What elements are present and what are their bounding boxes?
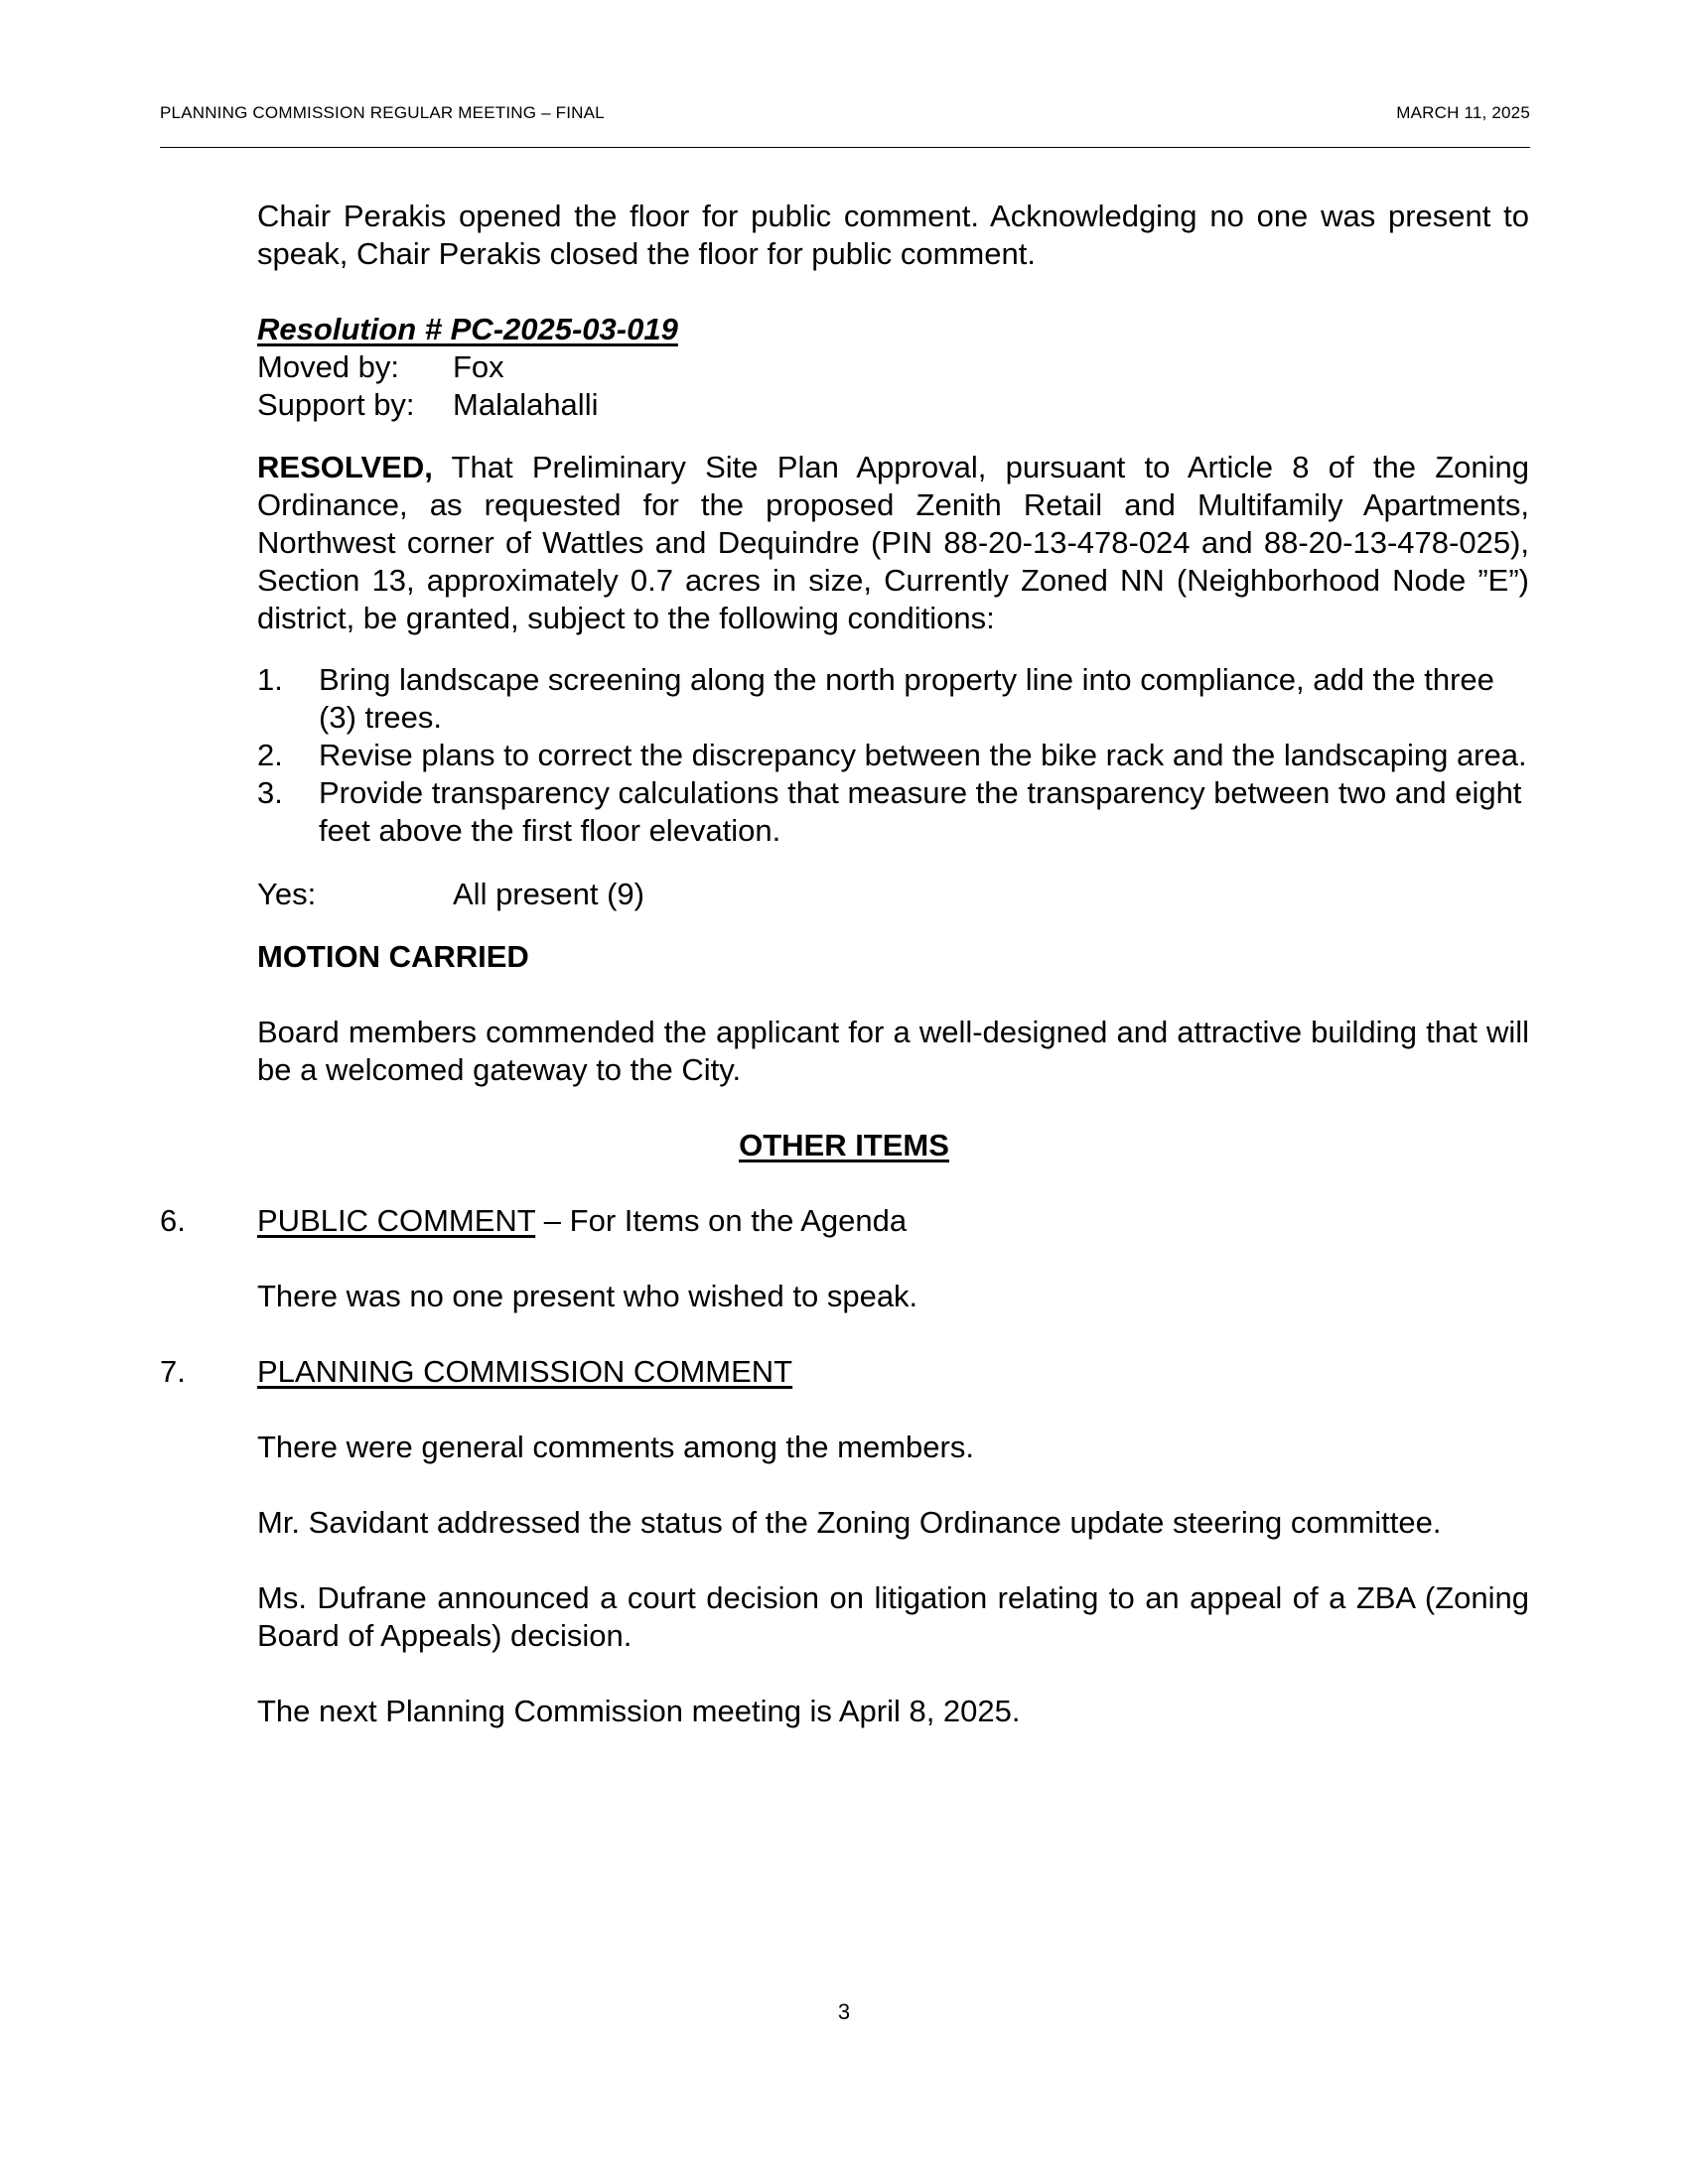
- item-title: PLANNING COMMISSION COMMENT: [257, 1354, 793, 1389]
- condition-item: [257, 737, 1529, 774]
- resolved-text: That Preliminary Site Plan Approval, pursuant to Article 8 of the Zoning Ordinance, as requested for the proposed Zenith Retail and Multifamily Apartments, Northwest corner of Wattles and Dequindre (PIN 88-20-13-478-024 and 88-20-13-478-025), Section 13, approximately 0.7 acres in size, Currently Zoned NN (Neighborhood Node ”E”) district, be granted, subject to the following conditions:: [257, 450, 1529, 635]
- page-number: 3: [837, 1999, 851, 2024]
- condition-item: [257, 774, 1529, 850]
- support-by-label: Support by:: [257, 387, 415, 422]
- moved-by-label: Moved by:: [257, 349, 400, 384]
- support-by-row: [257, 386, 598, 424]
- intro-paragraph: Chair Perakis opened the floor for public comment. Acknowledging no one was present to speak, Chair Perakis closed the floor for public comment.: [257, 199, 1529, 271]
- header-rule: [160, 147, 1530, 148]
- condition-number: 3.: [257, 775, 283, 810]
- item-number: 6.: [160, 1203, 186, 1238]
- moved-by-value: Fox: [453, 349, 504, 384]
- item6-body: There was no one present who wished to speak.: [257, 1279, 918, 1313]
- motion-result: MOTION CARRIED: [257, 939, 529, 974]
- item-number: 7.: [160, 1354, 186, 1389]
- condition-number: 1.: [257, 662, 283, 697]
- item7-paragraph: The next Planning Commission meeting is April 8, 2025.: [257, 1694, 1021, 1728]
- item-suffix: – For Items on the Agenda: [535, 1203, 908, 1238]
- condition-item: [257, 661, 1529, 737]
- resolved-paragraph: [257, 449, 1529, 637]
- condition-text: Revise plans to correct the discrepancy between the bike rack and the landscaping area.: [319, 738, 1527, 772]
- condition-text: Provide transparency calculations that measure the transparency between two and eight feet above the first floor elevation.: [319, 775, 1522, 848]
- vote-value: All present (9): [453, 877, 644, 911]
- agenda-item-6: [160, 1202, 907, 1240]
- running-header-title: PLANNING COMMISSION REGULAR MEETING – FINAL: [160, 103, 605, 122]
- condition-text: Bring landscape screening along the north property line into compliance, add the three (3) trees.: [319, 662, 1494, 735]
- section-heading-text: OTHER ITEMS: [739, 1128, 949, 1162]
- item-title: PUBLIC COMMENT: [257, 1203, 536, 1238]
- running-header-date: MARCH 11, 2025: [1396, 103, 1530, 122]
- resolved-lead: RESOLVED,: [257, 450, 433, 484]
- vote-row: [257, 876, 644, 913]
- agenda-item-7: [160, 1353, 792, 1391]
- item7-paragraph: There were general comments among the members.: [257, 1430, 974, 1464]
- section-heading: [0, 1127, 1688, 1164]
- condition-number: 2.: [257, 738, 283, 772]
- item7-paragraph: Ms. Dufrane announced a court decision on litigation relating to an appeal of a ZBA (Zoning Board of Appeals) decision.: [257, 1580, 1529, 1653]
- resolution-number: Resolution # PC-2025-03-019: [257, 312, 678, 346]
- resolution-title: [257, 311, 678, 348]
- vote-label: Yes:: [257, 877, 317, 911]
- item7-paragraph: Mr. Savidant addressed the status of the Zoning Ordinance update steering committee.: [257, 1505, 1442, 1540]
- board-comment-paragraph: Board members commended the applicant for a well-designed and attractive building that will be a welcomed gateway to the City.: [257, 1015, 1529, 1087]
- moved-by-row: [257, 348, 504, 386]
- support-by-value: Malalahalli: [453, 387, 599, 422]
